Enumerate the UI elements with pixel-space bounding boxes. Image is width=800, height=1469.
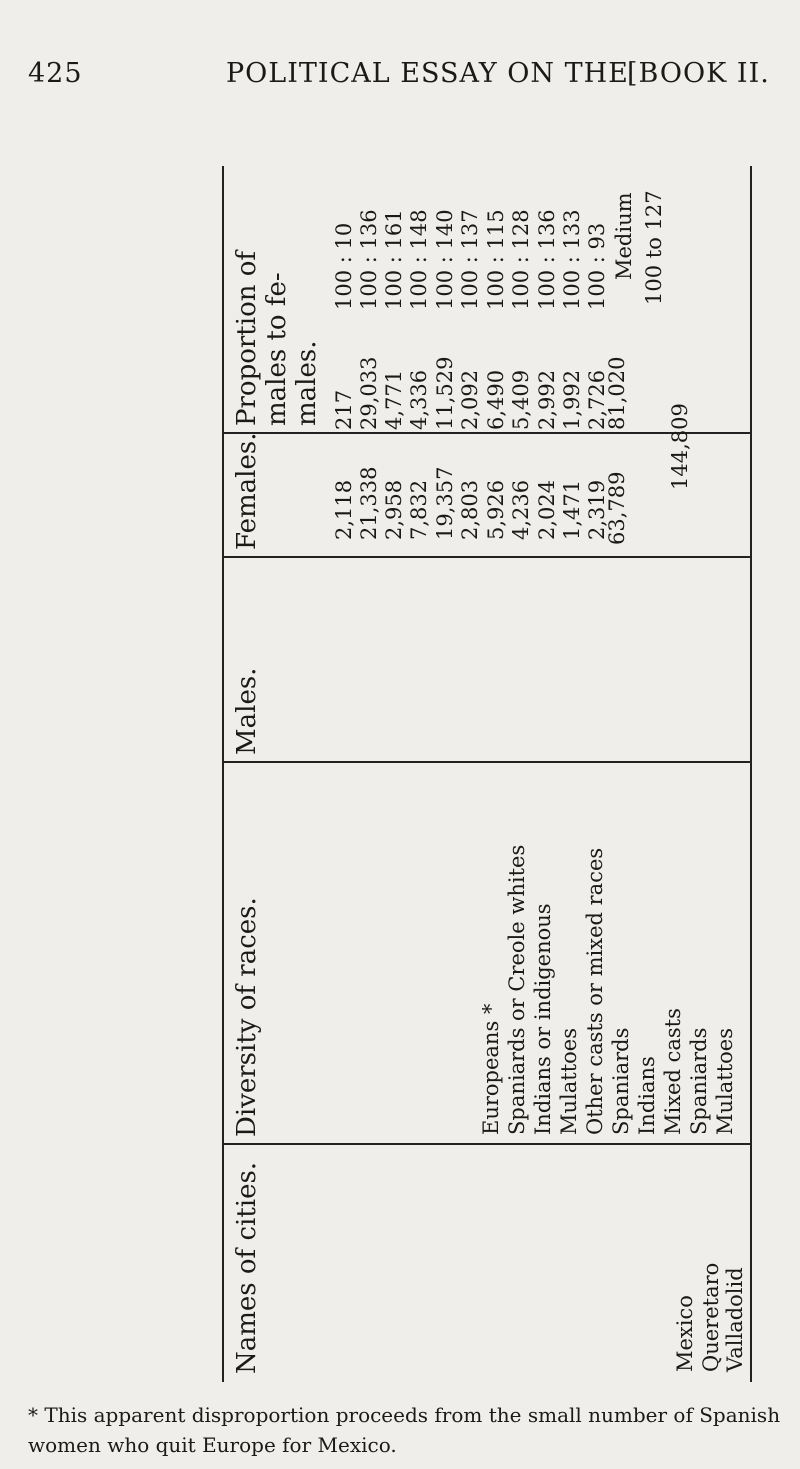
female-count: 217 (332, 389, 356, 430)
city-queretaro: Queretaro (699, 1262, 723, 1372)
male-count: 2,319 (585, 479, 609, 540)
female-count: 1,992 (560, 369, 584, 430)
page-number: 425 (28, 58, 83, 89)
races-header: Diversity of races. (232, 897, 262, 1137)
medium-label: Medium (612, 192, 636, 280)
running-title: POLITICAL ESSAY ON THE (226, 58, 629, 89)
females-header: Females. (232, 432, 262, 550)
male-count: 5,926 (484, 479, 508, 540)
proportion-value: 100 : 133 (560, 209, 584, 310)
proportion-value: 100 : 140 (433, 209, 457, 310)
footnote: * This apparent disproportion proceeds from the small number of Spanish women who quit Europe for Mexico. (28, 1403, 781, 1457)
proportion-header-line2: males to fe- (262, 272, 292, 426)
cities-column (222, 1145, 750, 1382)
race-row: Spaniards or Creole whites (505, 844, 529, 1135)
proportion-header-line1: Proportion of (232, 250, 262, 426)
race-row: Mixed casts (661, 1008, 685, 1135)
male-count: 2,803 (458, 479, 482, 540)
medium-value: 100 to 127 (642, 190, 666, 305)
proportion-value: 100 : 115 (484, 209, 508, 310)
female-count: 2,092 (458, 369, 482, 430)
female-count: 2,726 (585, 369, 609, 430)
proportion-value: 100 : 161 (382, 209, 406, 310)
males-header: Males. (232, 667, 262, 755)
race-row: Europeans * (479, 1003, 503, 1135)
proportion-header-line3: males. (292, 340, 322, 426)
race-row: Indians (635, 1056, 659, 1135)
cities-header: Names of cities. (232, 1161, 262, 1374)
proportion-value: 100 : 128 (509, 209, 533, 310)
proportion-value: 100 : 137 (458, 209, 482, 310)
proportion-value: 100 : 148 (407, 209, 431, 310)
race-row: Other casts or mixed races (583, 847, 607, 1135)
race-row: Indians or indigenous (531, 903, 555, 1135)
book-marker: [BOOK II. (627, 58, 770, 89)
total-females: 81,020 (605, 356, 629, 430)
grand-total: 144,809 (668, 403, 692, 490)
race-row: Mulattoes (557, 1028, 581, 1135)
population-table (222, 166, 750, 1382)
female-count: 5,409 (509, 369, 533, 430)
race-row: Spaniards (687, 1027, 711, 1135)
race-row: Mulattoes (713, 1028, 737, 1135)
races-column (222, 763, 750, 1145)
page-header (0, 58, 800, 98)
female-count: 4,336 (407, 369, 431, 430)
male-count: 2,958 (382, 479, 406, 540)
male-count: 19,357 (433, 466, 457, 540)
male-count: 7,832 (407, 479, 431, 540)
proportion-value: 100 : 10 (332, 222, 356, 310)
race-row: Spaniards (609, 1027, 633, 1135)
female-count: 4,771 (382, 369, 406, 430)
male-count: 1,471 (560, 479, 584, 540)
male-count: 2,024 (535, 479, 559, 540)
proportion-value: 100 : 93 (585, 222, 609, 310)
female-count: 2,992 (535, 369, 559, 430)
city-valladolid: Valladolid (723, 1267, 747, 1372)
male-count: 21,338 (357, 466, 381, 540)
male-count: 4,236 (509, 479, 533, 540)
proportion-value: 100 : 136 (535, 209, 559, 310)
proportion-value: 100 : 136 (357, 209, 381, 310)
total-males: 63,789 (605, 471, 629, 545)
males-column (222, 558, 750, 763)
city-mexico: Mexico (673, 1295, 697, 1372)
female-count: 6,490 (484, 369, 508, 430)
male-count: 2,118 (332, 479, 356, 540)
female-count: 29,033 (357, 356, 381, 430)
female-count: 11,529 (433, 356, 457, 430)
